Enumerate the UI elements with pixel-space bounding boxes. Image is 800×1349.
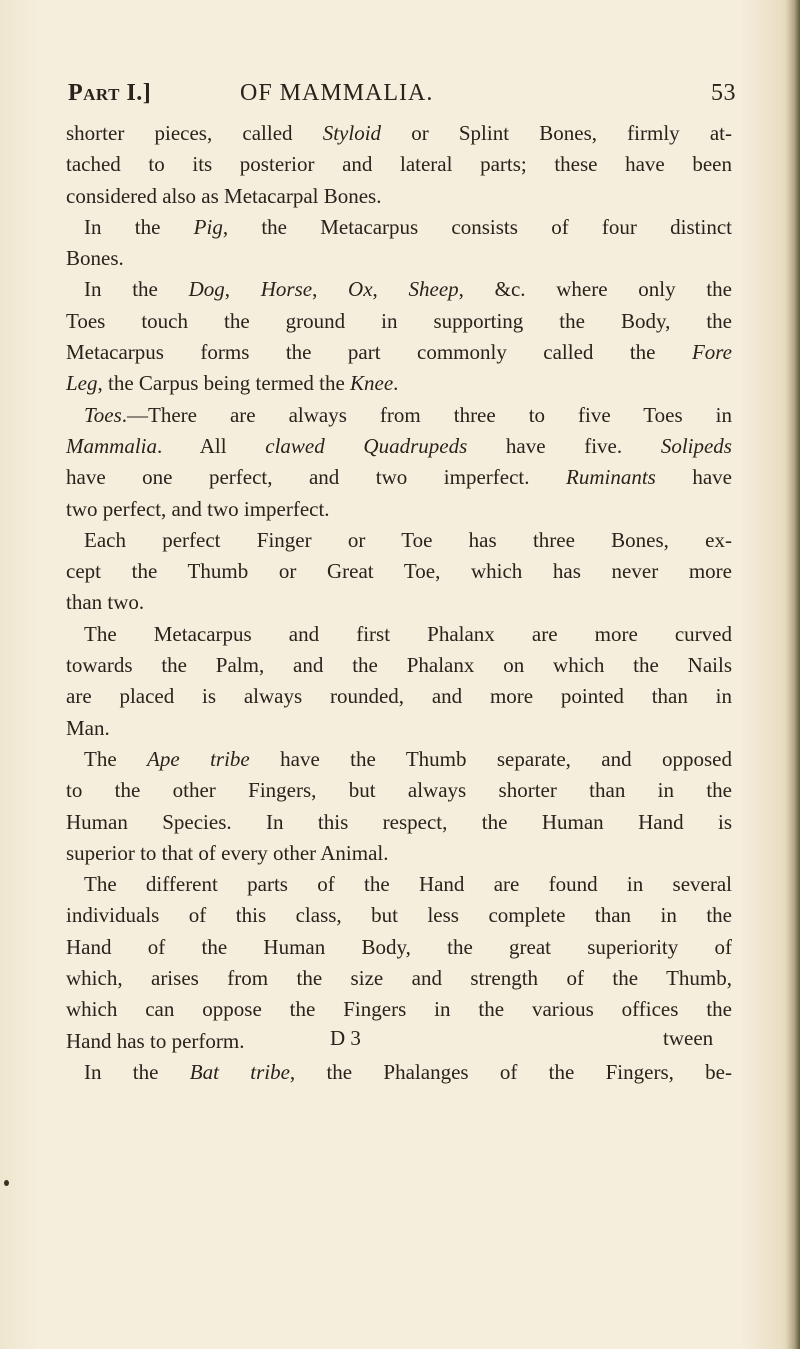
text-line: The different parts of the Hand are found in several [84,872,732,897]
text-line: Mammalia. All clawed Quadrupeds have five. Solipeds [66,433,732,458]
text-line: superior to that of every other Animal. [66,840,389,865]
text-line: Hand has to perform. [66,1028,245,1053]
text-line: individuals of this class, but less complete than in the [66,903,732,928]
catchword: tween [663,1026,714,1050]
page-footer [0,1026,800,1058]
text-line: towards the Palm, and the Phalanx on which the Nails [66,653,732,678]
text-line: Leg, the Carpus being termed the Knee. [66,371,399,396]
text-line: considered also as Metacarpal Bones. [66,183,382,208]
text-line: which can oppose the Fingers in the various offices the [66,997,732,1022]
page-number: 53 [711,80,736,106]
text-line: tached to its posterior and lateral parts; these have been [66,152,732,177]
text-line: The Ape tribe have the Thumb separate, and opposed [84,746,732,771]
signature-mark: D 3 [330,1026,361,1050]
text-line: to the other Fingers, but always shorter than in the [66,778,732,803]
text-line: In the Pig, the Metacarpus consists of four distinct [84,214,732,239]
text-line: Toes touch the ground in supporting the Body, the [66,308,732,333]
text-line: In the Dog, Horse, Ox, Sheep, &c. where only the [84,277,732,302]
body-text [66,118,732,1088]
text-line: Toes.—There are always from three to five Toes in [84,402,732,427]
text-line: Each perfect Finger or Toe has three Bones, ex- [84,527,732,552]
text-line: two perfect, and two imperfect. [66,496,330,521]
text-line: Man. [66,715,110,740]
page-edge-shadow [786,0,800,1349]
text-line: which, arises from the size and strength of the Thumb, [66,966,732,991]
text-line: cept the Thumb or Great Toe, which has never more [66,559,732,584]
text-line: are placed is always rounded, and more pointed than in [66,684,732,709]
text-line: In the Bat tribe, the Phalanges of the Fingers, be- [84,1059,732,1084]
text-line: Metacarpus forms the part commonly called the Fore [66,340,732,365]
text-line: Bones. [66,246,124,271]
text-line: The Metacarpus and first Phalanx are more curved [84,621,732,646]
header-part: Part I.] [68,80,152,106]
text-line: Human Species. In this respect, the Human Hand is [66,809,732,834]
ink-spot [4,1180,9,1186]
text-line: Hand of the Human Body, the great superiority of [66,934,732,959]
header-title: OF MAMMALIA. [240,80,434,106]
running-header [68,80,736,116]
text-line: have one perfect, and two imperfect. Ruminants have [66,465,732,490]
text-line: shorter pieces, called Styloid or Splint Bones, firmly at- [66,121,732,145]
text-line: than two. [66,590,145,615]
